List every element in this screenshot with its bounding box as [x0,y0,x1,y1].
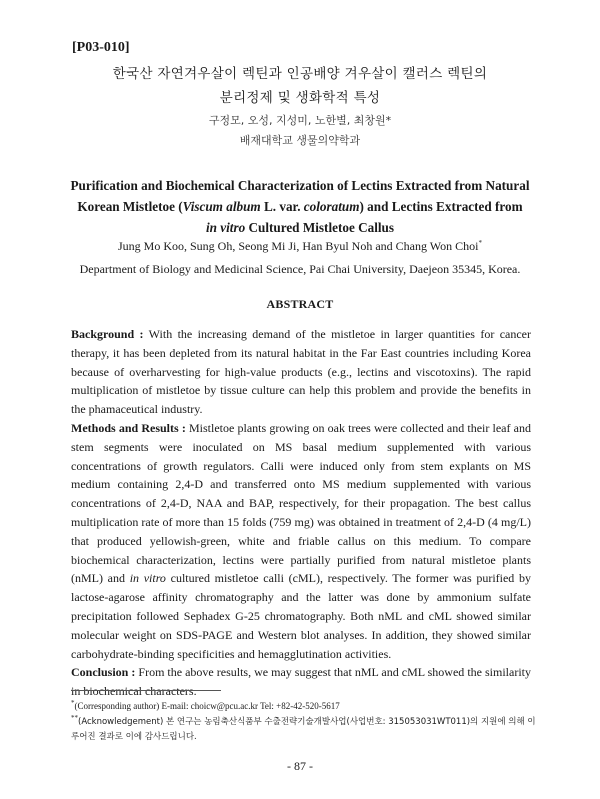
footnote-corresponding: *(Corresponding author) E-mail: choicw@pcu.ac.kr Tel: +82-42-520-5617 [71,699,340,711]
background-paragraph: Background : With the increasing demand of the mistletoe in larger quantities for cancer therapy, it has been depleted from its natural habitat in the Far East countries including Korea because of overharvesting for high-value products (e.g., lectins and viscotoxins). The rapid multiplication of mistletoe by tissue culture can help this problem and provide the benefits in the phamaceutical industry. [71,327,531,417]
footnote-acknowledgement: **(Acknowledgement) 본 연구는 농림축산식품부 수출전략기술개발사업(사업번호: 315053031WT011)의 지원에 의해 이루어진 결과로 이에 감사드립니다. [71,714,536,742]
english-title-line-2: Korean Mistletoe (Viscum album L. var. coloratum) and Lectins Extracted from [77,199,523,214]
page-number: - 87 - [287,759,313,773]
footnote-divider [71,690,221,691]
korean-title-line-2: 분리정제 및 생화학적 특성 [219,90,381,106]
english-authors: Jung Mo Koo, Sung Oh, Seong Mi Ji, Han Byul Noh and Chang Won Choi* [118,239,482,253]
english-title-line-3: in vitro Cultured Mistletoe Callus [205,220,395,235]
english-title [60,175,540,238]
english-affiliation: Department of Biology and Medicinal Science, Pai Chai University, Daejeon 35345, Korea. [79,262,521,276]
korean-authors: 구정모, 오성, 지성미, 노한별, 최창원* [208,114,392,127]
abstract-body [71,325,531,701]
korean-title-line-1: 한국산 자연겨우살이 렉틴과 인공배양 겨우살이 캘러스 렉틴의 [112,66,488,82]
conclusion-paragraph: Conclusion : From the above results, we may suggest that nML and cML showed the similarity in biochemical characters. [71,665,531,699]
methods-paragraph: Methods and Results : Mistletoe plants growing on oak trees were collected and their leaf and stem segments were inoculated on MS basal medium supplemented with various concentrations of growth regulators. Calli were induced only from stem explants on MS medium containing 2,4-D and transferred onto MS medium supplemented with various concentrations of 2,4-D, NAA and BAP, respectively, for their propagation. The best callus multiplication rate of more than 15 folds (759 mg) was obtained in treatment of 2,4-D (4 mg/L) that produced yellowish-green, white and friable callus on this medium. To compare biochemical characterization, lectins were partially purified from natural mistletoe plants (nML) and in vitro cultured mistletoe calli (cML), respectively. The former was purified by lactose-agarose affinity chromatography and the latter was done by ammonium sulfate precipitation followed Sephadex G-25 chromatography. Both nML and cML showed similar molecular weight on SDS-PAGE and Western blot analyses. In addition, they showed similar carbohydrate-binding specificities and hemagglutination activities. [71,420,531,661]
poster-code: [P03-010] [72,40,130,55]
korean-affiliation: 배재대학교 생물의약학과 [239,134,361,147]
english-title-line-1: Purification and Biochemical Characterization of Lectins Extracted from Natural [70,178,530,193]
abstract-heading: ABSTRACT [266,297,334,311]
